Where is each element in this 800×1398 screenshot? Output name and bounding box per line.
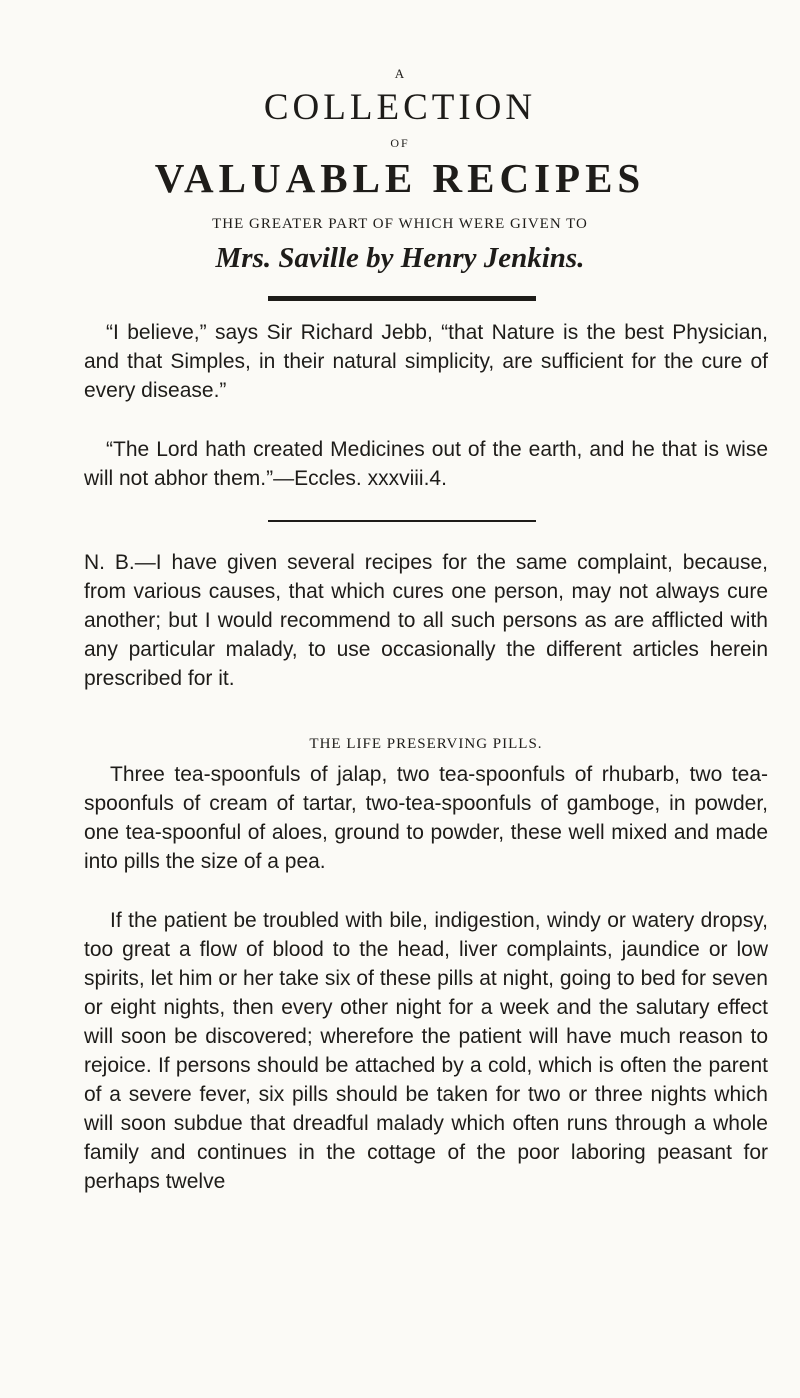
title-subtitle: THE GREATER PART OF WHICH WERE GIVEN TO — [212, 216, 588, 232]
recipe-ingredients: Three tea-spoonfuls of jalap, two tea-spoonfuls of rhubarb, two tea-spoonfuls of cream of tartar, two-tea-spoonfuls of gamboge, in powder, one tea-spoonful of aloes, ground to powder, these well mixed and made into pills the size of a pea. — [84, 763, 768, 873]
note-paragraph: N. B.—I have given several recipes for the same complaint, because, from various causes, that which cures one person, may not always cure another; but I would recommend to all such persons as are afflicted with any particular malady, to use occasionally the different articles herein prescribed for it. — [84, 551, 768, 690]
recipe-heading: THE LIFE PRESERVING PILLS. — [309, 736, 543, 752]
title-of: OF — [390, 136, 410, 150]
title-collection: COLLECTION — [263, 87, 537, 128]
quote-jebb: “I believe,” says Sir Richard Jebb, “that Nature is the best Physician, and that Simples, in their natural simplicity, are sufficient for the cure of every disease.” — [84, 321, 768, 402]
thin-divider-rule — [268, 520, 536, 522]
quote-ecclesiasticus: “The Lord hath created Medicines out of the earth, and he that is wise will not abhor them.”—Eccles. xxxviii.4. — [84, 438, 768, 490]
title-article: A — [394, 66, 406, 81]
title-valuable-recipes: VALUABLE RECIPES — [154, 155, 646, 201]
recipe-usage: If the patient be troubled with bile, indigestion, windy or watery dropsy, too great a flow of blood to the head, liver complaints, jaundice or low spirits, let him or her take six of these pills at night, going to bed for seven or eight nights, then every other night for a week and the salutary effect will soon be discovered; wherefore the patient will have much reason to rejoice. If persons should be attached by a cold, which is often the parent of a severe fever, six pills should be taken for two or three nights which will soon subdue that dreadful malady which often runs through a whole family and continues in the cottage of the poor laboring peasant for perhaps twelve — [84, 909, 768, 1193]
title-author: Mrs. Saville by Henry Jenkins. — [215, 242, 585, 274]
thick-divider-rule — [268, 296, 536, 301]
